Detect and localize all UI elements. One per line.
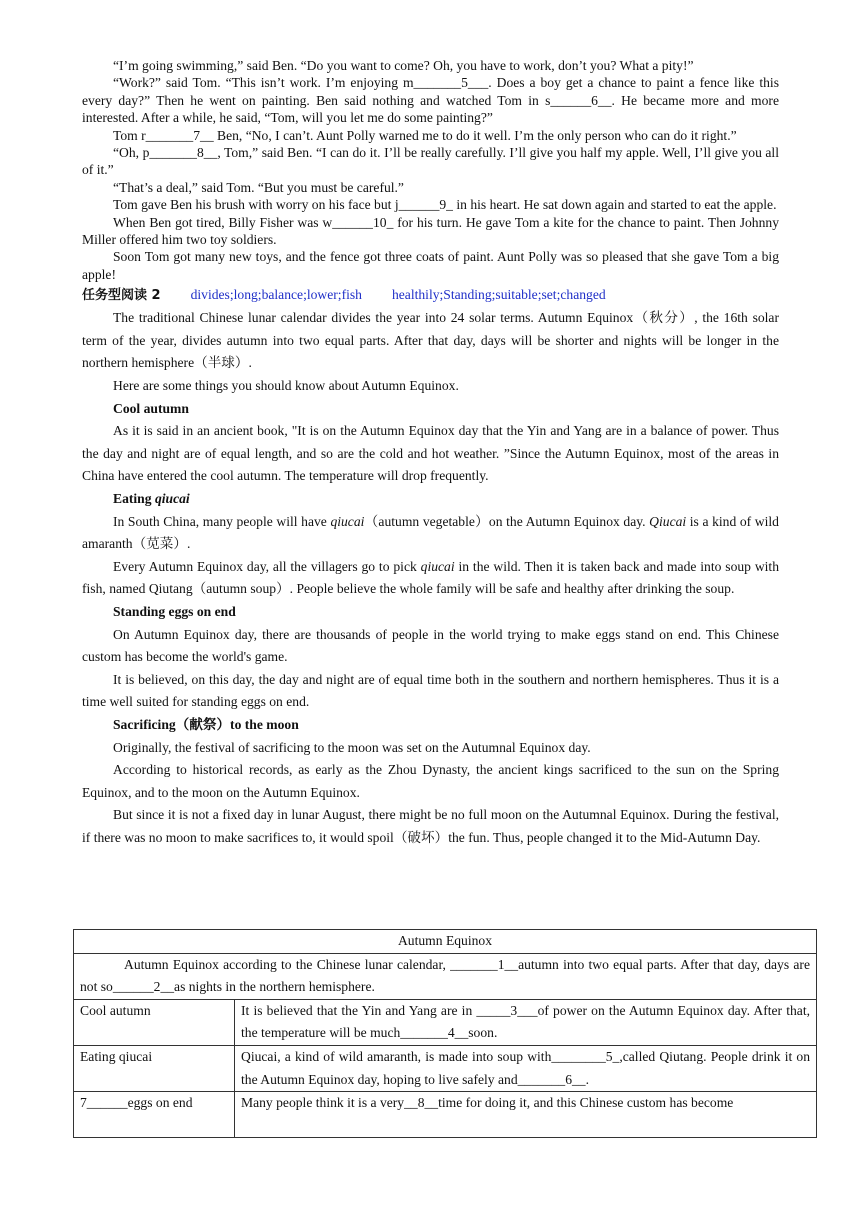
story-paragraph: Soon Tom got many new toys, and the fence got three coats of paint. Aunt Polly was so pleased that she gave Tom a big apple! [82,249,779,282]
summary-table [73,929,817,1138]
answer-key-1: divides;long;balance;lower;fish [190,287,362,303]
passage-lead: Here are some things you should know about Autumn Equinox. [113,378,459,394]
table-cell: Many people think it is a very__8__time for doing it, and this Chinese custom has become [235,1092,817,1138]
blank-2: ______2__ [112,979,175,995]
answer-key-2: healthily;Standing;suitable;set;changed [391,287,606,303]
table-row [74,930,817,954]
story-paragraph: Tom r_______7__ Ben, “No, I can’t. Aunt Polly warned me to do it well. I’m the only person who can do it right.” [113,127,737,143]
sacrifice-paragraph-1: Originally, the festival of sacrificing to the moon was set on the Autumnal Equinox day. [113,739,591,755]
eating-paragraph-1: In South China, many people will have qiucai（autumn vegetable）on the Autumn Equinox day. Qiucai is a kind of wild amaranth（苋菜）. [82,513,779,552]
eggs-paragraph-2: It is believed, on this day, the day and night are of equal time both in the southern and northern hemispheres. Thus it is a time well suited for standing eggs on end. [82,671,779,710]
eating-paragraph-2: Every Autumn Equinox day, all the villagers go to pick qiucai in the wild. Then it is taken back and made into soup with fish, named Qiutang（autumn soup）. People believe the whole family will be safe and healthy after drinking the soup. [82,558,779,597]
story-paragraph: Tom gave Ben his brush with worry on his face but j______9_ in his heart. He sat down again and started to eat the apple. [113,197,777,213]
heading-standing-eggs: Standing eggs on end [113,604,236,619]
row-label: Eating qiucai [74,1045,235,1091]
table-cell: It is believed that the Yin and Yang are in _____3___of power on the Autumn Equinox day. After that, the temperature will be much_______4__soon. [235,999,817,1045]
row-label: 7______eggs on end [74,1092,235,1138]
table-row [74,1045,817,1091]
table-cell: Qiucai, a kind of wild amaranth, is made into soup with________5_,called Qiutang. People drink it on the Autumn Equinox day, hoping to live safely and_______6__. [235,1045,817,1091]
table-row [74,999,817,1045]
story-paragraph: “That’s a deal,” said Tom. “But you must be careful.” [113,179,404,195]
table-title: Autumn Equinox [74,930,817,954]
table-cell: Autumn Equinox according to the Chinese lunar calendar, _______1__autumn into two equal parts. After that day, days are not so______2__as nights in the northern hemisphere. [74,953,817,999]
table-row [74,953,817,999]
blank-6: _______6__ [517,1071,586,1087]
story-paragraph: “I’m going swimming,” said Ben. “Do you want to come? Oh, you have to work, don’t you? What a pity!” [113,58,694,73]
passage-intro: The traditional Chinese lunar calendar divides the year into 24 solar terms. Autumn Equinox（秋分）, the 16th solar term of the year, divides autumn into two equal parts. After that day, days will be shorter and nights will be longer in the northern hemisphere（半球）. [82,310,779,371]
section-header [82,284,779,307]
story-paragraph: “Oh, p_______8__, Tom,” said Ben. “I can do it. I’ll be really carefully. I’ll give you half my apple. Well, I’ll give you all of it.” [82,145,779,178]
sacrifice-paragraph-3: But since it is not a fixed day in lunar August, there might be no full moon on the Autumnal Equinox. During the festival, if there was no moon to make sacrifices to, it would spoil（破坏）the fun. Thus, people changed it to the Mid-Autumn Day. [82,807,779,845]
story-paragraph: “Work?” said Tom. “This isn’t work. I’m enjoying m_______5___. Does a boy get a chance to paint a fence like this every day?” Then he went on painting. Ben said nothing and watched Tom in s______6__. He became more and more interested. After a while, he said, “Tom, will you let me do some painting?” [82,75,779,126]
blank-5: ________5_ [551,1048,620,1064]
row-label: Cool autumn [74,999,235,1045]
blank-8: __8__ [404,1095,439,1111]
heading-italic: qiucai [154,491,190,507]
cool-autumn-text: As it is said in an ancient book, "It is on the Autumn Equinox day that the Yin and Yang are in a balance of power. Thus the day and night are of equal length, and so are the cold and hot weather. ”Since the Autumn Equinox, most of the areas in China have entered the cool autumn. The temperature will drop frequently. [82,423,779,484]
heading-text: Eating [113,491,155,507]
blank-4: _______4__ [400,1025,469,1041]
sacrifice-paragraph-2: According to historical records, as early as the Zhou Dynasty, the ancient kings sacrificed to the sun on the Spring Equinox, and to the moon on the Autumn Equinox. [82,762,779,800]
blank-1: _______1__ [450,956,519,972]
section-label: 任务型阅读 2 [82,288,161,304]
heading-sacrificing: Sacrificing（献祭）to the moon [113,716,299,732]
heading-cool-autumn: Cool autumn [113,400,189,416]
eggs-paragraph-1: On Autumn Equinox day, there are thousands of people in the world trying to make eggs stand on end. This Chinese custom has become the world's game. [82,626,779,665]
blank-7: 7______ [80,1095,128,1111]
document-page [82,57,779,850]
story-paragraph: When Ben got tired, Billy Fisher was w______10_ for his turn. He gave Tom a kite for the chance to paint. Then Johnny Miller offered him two toy soldiers. [82,214,779,248]
table-row [74,1092,817,1138]
blank-3: _____3___ [476,1002,538,1018]
heading-eating-qiucai [82,488,779,511]
